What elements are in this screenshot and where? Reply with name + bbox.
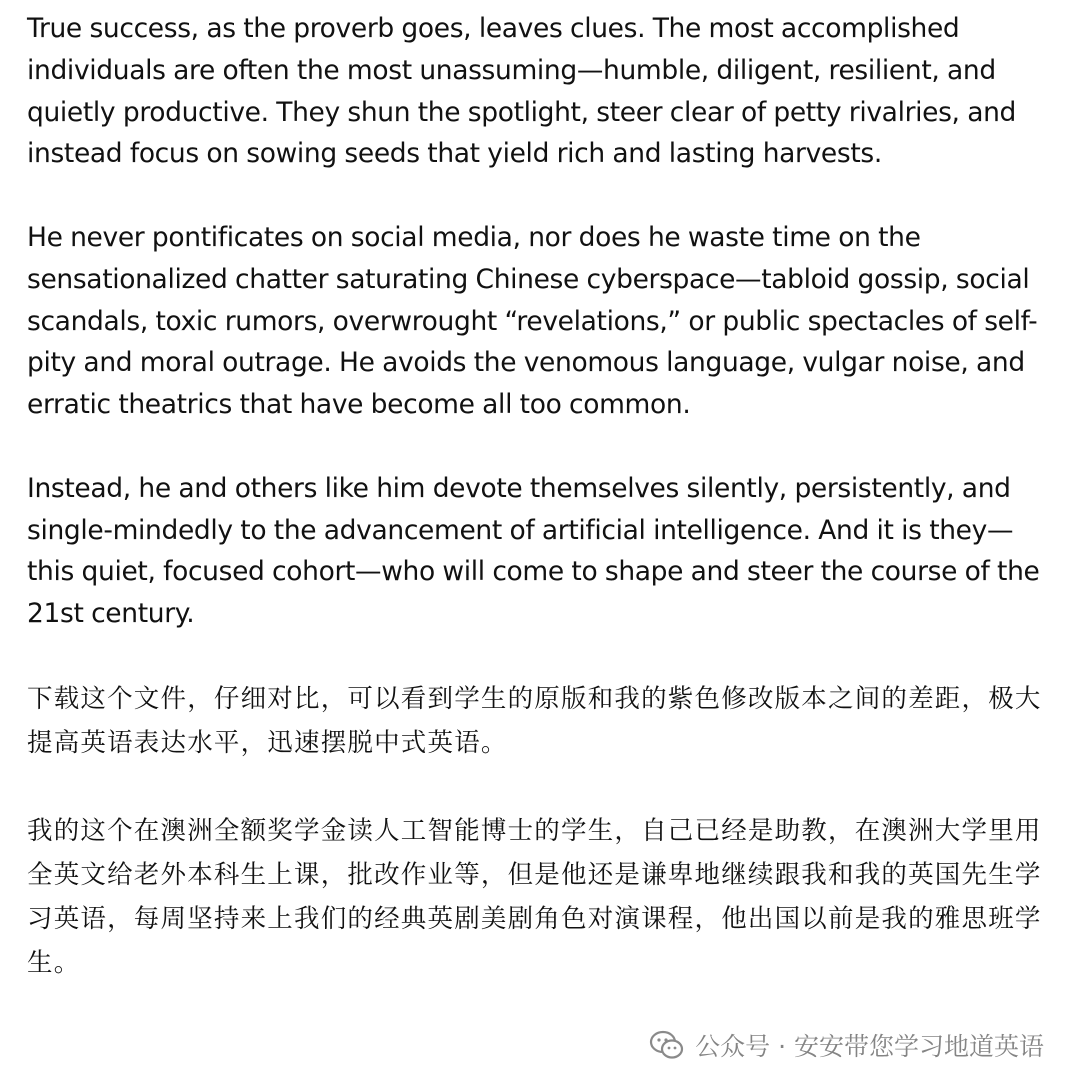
paragraph-2: He never pontificates on social media, nor does he waste time on the sensationalized chatter saturating Chinese cyberspace—tabloid gossip, social scandals, toxic rumors, overwrought “revelations,” or public spectacles of self-pity and moral outrage. He avoids the venomous language, vulgar noise, and erratic theatrics that have become all too common. — [27, 221, 1038, 421]
paragraph-spacer — [27, 175, 1057, 217]
chinese-paragraph-1: 下载这个文件，仔细对比，可以看到学生的原版和我的紫色修改版本之间的差距，极大提高英语表达水平，迅速摆脱中式英语。 — [27, 683, 1042, 758]
watermark-text: 公众号 · 安安带您学习地道英语 — [695, 1032, 1044, 1061]
watermark — [645, 1025, 1048, 1065]
paragraph-spacer — [27, 426, 1057, 468]
paragraph-3: Instead, he and others like him devote themselves silently, persistently, and single-mindedly to the advancement of artificial intelligence. And it is they—this quiet, focused cohort—who will come to shape and steer the course of the 21st century. — [27, 472, 1040, 630]
article-body — [27, 8, 1057, 985]
wechat-icon — [649, 1029, 685, 1061]
chinese-paragraph-2: 我的这个在澳洲全额奖学金读人工智能博士的学生，自己已经是助教，在澳洲大学里用全英文给老外本科生上课，批改作业等，但是他还是谦卑地继续跟我和我的英国先生学习英语，每周坚持来上我们的经典英剧美剧角色对演课程，他出国以前是我的雅思班学生。 — [27, 815, 1042, 978]
paragraph-spacer — [27, 635, 1057, 677]
paragraph-1: True success, as the proverb goes, leaves clues. The most accomplished individuals are often the most unassuming—humble, diligent, resilient, and quietly productive. They shun the spotlight, steer clear of petty rivalries, and instead focus on sowing seeds that yield rich and lasting harvests. — [27, 13, 1017, 170]
paragraph-spacer — [27, 765, 1057, 809]
